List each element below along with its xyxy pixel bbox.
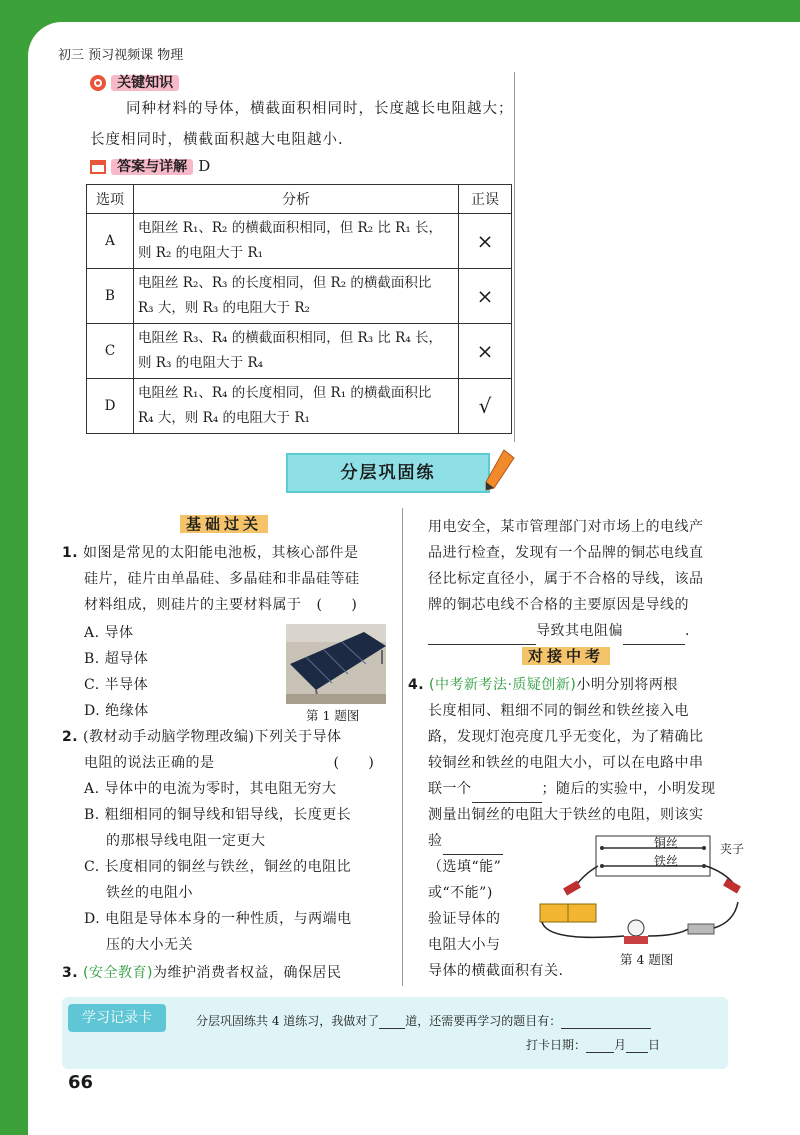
q3-line-1: 用电安全，某市管理部门对市场上的电线产 [428, 519, 704, 535]
knowledge-title: 关键知识 [111, 75, 179, 91]
option-cell: A [87, 214, 134, 269]
page-number: 66 [68, 1072, 94, 1093]
q4-line-6 [428, 828, 503, 855]
analysis-cell [134, 324, 459, 379]
answer-value: D [198, 157, 211, 175]
analysis-cell [134, 269, 459, 324]
q2-option-c-1: C. 长度相同的铜丝与铁丝，铜丝的电阻比 [84, 859, 352, 875]
q4-line-4a: 联一个 [428, 781, 472, 797]
table-row [87, 214, 512, 269]
record-tab: 学习记录卡 [68, 1004, 166, 1032]
q3-line-0: 为维护消费者权益，确保居民 [152, 965, 342, 981]
fig-copper-label: 铜丝 [654, 836, 679, 850]
question-1 [62, 540, 359, 566]
analysis-line: R₄ 大，则 R₄ 的电阻大于 R₁ [138, 410, 310, 426]
mark-cell: × [459, 269, 512, 324]
q3-blank-1[interactable] [428, 618, 536, 645]
q3-line-5 [428, 618, 690, 645]
knowledge-line-2: 长度相同时，横截面积越大电阻越小. [90, 132, 344, 148]
exam-title: 对接中考 [522, 647, 610, 665]
table-header-cell: 选项 [87, 185, 134, 214]
fig-iron-label: 铁丝 [654, 854, 679, 868]
q4-line-8: 或“不能”) [428, 885, 493, 901]
q4-line-2: 路，发现灯泡亮度几乎无变化，为了精确比 [428, 729, 704, 745]
q4-caption: 第 4 题图 [620, 952, 674, 967]
record-blank-topics[interactable] [561, 1014, 651, 1029]
question-2 [62, 724, 341, 750]
record-day-label: 日 [648, 1038, 661, 1052]
q2-line-1: 下列关于导体 [254, 729, 342, 745]
record-blank-correct[interactable] [379, 1014, 405, 1029]
q4-line-4b: ；随后的实验中，小明发现 [541, 781, 716, 797]
mark-cell: × [459, 324, 512, 379]
q1-option-d: D. 绝缘体 [84, 703, 149, 719]
q1-option-a: A. 导体 [84, 625, 134, 641]
q2-option-c-2: 铁丝的电阻小 [106, 885, 193, 901]
analysis-line: 电阻丝 R₁、R₂ 的横截面积相同，但 R₂ 比 R₁ 长， [138, 220, 443, 236]
q4-line-3: 较铜丝和铁丝的电阻大小，可以在电路中串 [428, 755, 704, 771]
column-divider [402, 508, 403, 986]
analysis-cell [134, 214, 459, 269]
page-header: 初三 预习视频课 物理 [58, 48, 184, 63]
record-text [196, 1012, 651, 1029]
analysis-line: R₃ 大，则 R₃ 的电阻大于 R₂ [138, 300, 310, 316]
record-blank-day[interactable] [626, 1038, 648, 1053]
q2-option-d-1: D. 电阻是导体本身的一种性质，与两端电 [84, 911, 352, 927]
q3-line-2: 品进行检查，发现有一个品牌的铜芯电线直 [428, 545, 704, 561]
record-month-label: 月 [614, 1038, 627, 1052]
option-cell: B [87, 269, 134, 324]
answer-heading [90, 156, 210, 176]
q4-line-5: 测量出铜丝的电阻大于铁丝的电阻，则该实 [428, 807, 704, 823]
analysis-line: 电阻丝 R₁、R₄ 的长度相同，但 R₁ 的横截面积比 [138, 385, 432, 401]
page [28, 22, 800, 1135]
mark-cell: × [459, 214, 512, 269]
table-header-cell: 分析 [134, 185, 459, 214]
q4-number: 4. [408, 677, 425, 693]
q4-circuit-figure [528, 832, 752, 956]
calendar-icon [90, 160, 106, 174]
q1-line-3: 材料组成，则硅片的主要材料属于 [84, 597, 302, 613]
q1-line-3-wrap [84, 592, 357, 618]
circuit-diagram [528, 832, 752, 956]
basic-heading [180, 514, 268, 534]
q1-caption: 第 1 题图 [306, 708, 360, 723]
analysis-line: 电阻丝 R₂、R₃ 的长度相同，但 R₂ 的横截面积比 [138, 275, 432, 291]
q4-line-1: 长度相同、粗细不同的铜丝和铁丝接入电 [428, 703, 689, 719]
q2-option-b-2: 的那根导线电阻一定更大 [106, 833, 266, 849]
question-3 [62, 960, 341, 986]
knowledge-line-1: 同种材料的导体，横截面积相同时，长度越长电阻越大； [126, 101, 514, 117]
q2-bracket: ( ) [333, 755, 375, 771]
q4-line-4 [428, 776, 716, 803]
q3-line-5a: 导致其电阻偏 [536, 623, 623, 639]
q2-line-2-wrap [84, 750, 374, 776]
record-date-label: 打卡日期： [526, 1038, 587, 1052]
table-row [87, 269, 512, 324]
analysis-line: 则 R₂ 的电阻大于 R₁ [138, 245, 264, 261]
q2-number: 2. [62, 729, 79, 745]
q3-number: 3. [62, 965, 79, 981]
q4-line-0: 小明分别将两根 [576, 677, 678, 693]
analysis-line: 则 R₃ 的电阻大于 R₄ [138, 355, 264, 371]
q3-line-5b: . [685, 623, 690, 639]
basic-title: 基础过关 [180, 515, 268, 533]
q4-line-6a: 验 [428, 833, 443, 849]
record-date [526, 1036, 660, 1053]
exam-heading [522, 646, 610, 666]
q1-option-c: C. 半导体 [84, 677, 149, 693]
table-row [87, 324, 512, 379]
q3-line-3: 径比标定直径小，属于不合格的导线，该品 [428, 571, 704, 587]
q2-tag: (教材动手动脑学物理改编) [83, 729, 255, 745]
q1-line-1: 如图是常见的太阳能电池板，其核心部件是 [83, 545, 359, 561]
q4-line-11: 导体的横截面积有关. [428, 963, 564, 979]
section-divider [514, 72, 515, 442]
record-text-b: 道，还需要再学习的题目有： [405, 1014, 562, 1028]
analysis-line: 电阻丝 R₃、R₄ 的横截面积相同，但 R₃ 比 R₄ 长， [138, 330, 443, 346]
q4-line-7: （选填“能” [428, 859, 502, 875]
table-header-row [87, 185, 512, 214]
q2-option-d-2: 压的大小无关 [106, 937, 193, 953]
q3-tag: (安全教育) [83, 965, 153, 981]
q1-bracket: ( ) [316, 597, 358, 613]
q3-blank-2[interactable] [623, 618, 685, 645]
analysis-table [86, 184, 512, 434]
q4-tag: (中考新考法·质疑创新) [429, 677, 577, 693]
q1-number: 1. [62, 545, 79, 561]
target-icon [90, 75, 106, 91]
fig-clip-label: 夹子 [720, 842, 745, 856]
record-text-a: 分层巩固练共 4 道练习，我做对了 [196, 1014, 380, 1028]
q3-line-4: 牌的铜芯电线不合格的主要原因是导线的 [428, 597, 689, 613]
q4-line-10: 电阻大小与 [428, 937, 501, 953]
question-4 [408, 672, 678, 698]
analysis-cell [134, 379, 459, 434]
q4-line-9: 验证导体的 [428, 911, 501, 927]
table-row [87, 379, 512, 434]
q2-line-2: 电阻的说法正确的是 [84, 755, 215, 771]
pencil-icon [482, 448, 516, 494]
answer-title: 答案与详解 [111, 159, 193, 175]
table-header-cell: 正误 [459, 185, 512, 214]
q1-line-2: 硅片，硅片由单晶硅、多晶硅和非晶硅等硅 [84, 571, 360, 587]
knowledge-heading [90, 72, 179, 92]
solar-panel-image [286, 624, 386, 704]
q1-option-b: B. 超导体 [84, 651, 149, 667]
practice-banner: 分层巩固练 [286, 453, 490, 493]
q4-blank-1[interactable] [472, 776, 542, 803]
q4-blank-2[interactable] [443, 828, 503, 855]
mark-cell: √ [459, 379, 512, 434]
record-blank-month[interactable] [586, 1038, 614, 1053]
option-cell: C [87, 324, 134, 379]
option-cell: D [87, 379, 134, 434]
q2-option-b-1: B. 粗细相同的铜导线和铝导线，长度更长 [84, 807, 352, 823]
q2-option-a: A. 导体中的电流为零时，其电阻无穷大 [84, 781, 337, 797]
